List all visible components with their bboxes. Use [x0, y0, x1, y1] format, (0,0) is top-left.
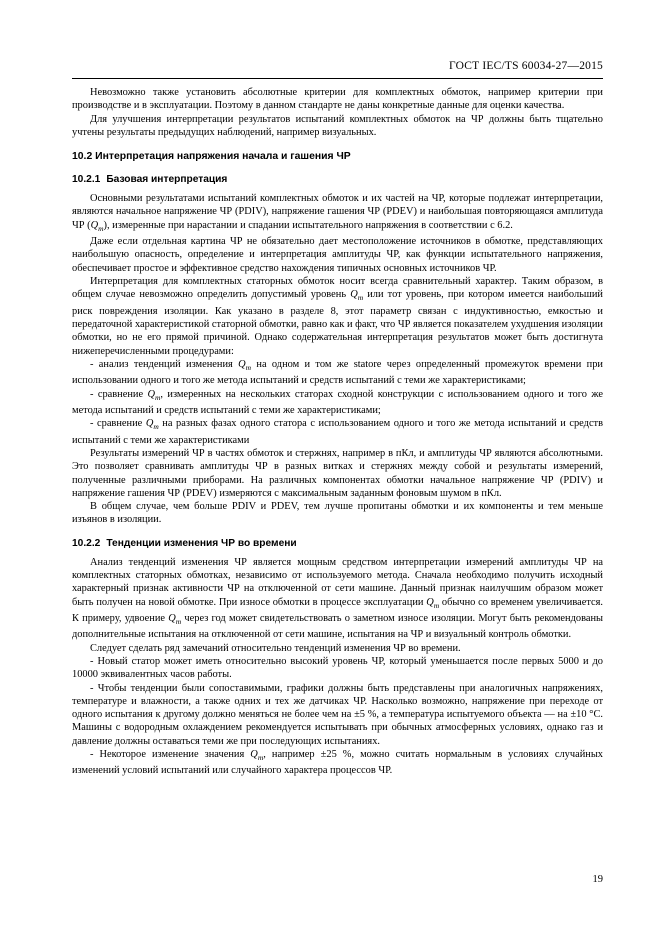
subclause-title: Тенденции изменения ЧР во времени: [106, 537, 297, 549]
page-header: ГОСТ IEC/TS 60034-27—2015: [449, 60, 603, 72]
text-run: - Некоторое изменение значения: [90, 749, 251, 761]
symbol-qm: [147, 389, 160, 400]
symbol-q: Q: [238, 358, 246, 370]
text-run: Основными результатами испытаний комплектных обмоток и их частей на ЧР, которые подлежат интерпретации, являются начальное напряжение ЧР (PDIV), напряжение гашения ЧР (PDEV) и наибольшая повторяющаяся амплитуда ЧР (: [72, 193, 603, 231]
text-run: , измеренных на нескольких статорах сходной конструкции с использованием одного и того же метода испытаний и средств испытаний с теми же характеристиками;: [72, 388, 603, 416]
symbol-q: Q: [145, 418, 154, 430]
subclause-heading-10-2-2: [72, 537, 603, 550]
header-divider: [72, 78, 603, 79]
symbol-qm: [426, 597, 439, 608]
symbol-qm: [168, 612, 182, 627]
paragraph-10-2-2-1: [72, 556, 603, 642]
symbol-q-subscript: m: [245, 362, 252, 372]
paragraph-intro-1: Невозможно также установить абсолютные критерии для комплектных обмоток, например критерии при производстве и в эксплуатации. Поэтому в данном стандарте не даны конкретные данные для оценки качества.: [72, 87, 603, 112]
paragraph-10-2-1-3: [72, 275, 603, 358]
text-run: через год может свидетельствовать о заметном износе изоляции. Могут быть рекомендованы дополнительные испытания на отключенной от сети машине, испытания на ЧР и визуальный контроль обмотки.: [72, 612, 603, 641]
paragraph-10-2-1-4: Результаты измерений ЧР в частях обмоток и стержнях, например в пКл, и амплитуды ЧР являются абсолютными. Это позволяет сравнивать амплитуды ЧР в разных витках и стержнях между собой и результаты измерений, полученные различными приборами. На различных компонентах обмотки начальное напряжение ЧР (PDIV) и напряжение гашения ЧР (PDEV) измеряются с максимальным заданным фоновым шумом в пКл.: [72, 447, 603, 499]
symbol-q-subscript: m: [153, 422, 159, 432]
symbol-q: Q: [168, 612, 176, 624]
symbol-q-subscript: m: [257, 753, 264, 763]
text-run: Анализ тенденций изменения ЧР является мощным средством интерпретации измерений амплитуды ЧР на комплектных статорных обмотках, независимо от используемого метода. Сначала необходимо получить исходный характерный признак активности ЧР на отключенной от сети машине. Данный признак наилучшим образом может быть получен на новой обмотке. При износе обмотки в процессе эксплуатации: [72, 556, 603, 608]
symbol-q-subscript: m: [433, 600, 440, 610]
text-run: обычно со временем увеличивается. К примеру, удвоение: [72, 596, 603, 624]
list-item-10-2-2-a: - Новый статор может иметь относительно высокий уровень ЧР, который уменьшается после первых 5000 и до 10000 эквивалентных часов работы.: [72, 655, 603, 681]
symbol-q: Q: [147, 388, 155, 400]
text-run: на разных фазах одного статора с использованием одного и того же метода испытаний и средств испытаний с теми же характеристиками: [72, 418, 604, 446]
list-item-10-2-1-a: [72, 358, 603, 388]
symbol-qm: [350, 289, 364, 303]
text-run: - сравнение: [90, 388, 148, 400]
subclause-number: 10.2.1: [72, 174, 101, 186]
paragraph-intro-2: Для улучшения интерпретации результатов испытаний комплектных обмоток на ЧР должны быть тщательно учтены результаты предыдущих наблюдений, например визуальных.: [72, 113, 603, 138]
list-item-10-2-2-b: - Чтобы тенденции были сопоставимыми, графики должны быть представлены при аналогичных напряжениях, температуре и влажности, а также одних и тех же датчиках ЧР. Насколько возможно, напряжение при переходе от одного испытания к другому должно меняться не более чем на ±5 %, а температура испытуемого объекта — на ±10 °С. Машины с водородным охлаждением рекомендуется испытывать при обычных атмосферных условиях, однако газ и давление должны оставаться теми же при последующих испытаниях.: [72, 682, 603, 747]
text-run: , например ±25 %, можно считать нормальным в условиях случайных изменений условий испытаний или случайного характера процессов ЧР.: [72, 749, 603, 777]
list-item-10-2-1-b: [72, 388, 603, 418]
subclause-title: Базовая интерпретация: [106, 174, 228, 186]
symbol-qm: [238, 359, 251, 370]
page-number: 19: [592, 874, 603, 885]
clause-heading-10-2: 10.2 Интерпретация напряжения начала и гашения ЧР: [72, 151, 351, 163]
text-run: на одном и том же statore через определенный промежуток времени при использовании одного и того же метода испытаний и средств испытаний с теми же характеристиками;: [72, 358, 603, 387]
text-run: Интерпретация для комплектных статорных обмоток носит всегда сравнительный характер. Таким образом, в общем случае невозможно определить допустимый уровень: [72, 276, 603, 301]
paragraph-10-2-1-1: [72, 192, 603, 235]
text-run: - сравнение: [90, 418, 146, 430]
paragraph-10-2-1-2: Даже если отдельная картина ЧР не обязательно дает местоположение источников в обмотке, представляющих наибольшую опасность, определение и интерпретация амплитуды ЧР, как функции испытательного напряжения, обеспечивает простое и эффективное средство нахождения типичных основных источников ЧР.: [72, 236, 603, 274]
text-run: - анализ тенденций изменения: [90, 358, 239, 370]
symbol-qm: [91, 220, 104, 231]
text-run: ), измеренные при нарастании и спадании испытательного напряжения в соответствии с 6.2.: [103, 219, 513, 231]
symbol-qm: [250, 749, 264, 763]
symbol-q-subscript: m: [175, 617, 182, 627]
list-item-10-2-1-c: [72, 417, 603, 447]
paragraph-10-2-2-2: Следует сделать ряд замечаний относительно тенденций изменения ЧР во времени.: [90, 642, 461, 654]
page-content: [72, 86, 603, 778]
symbol-q: Q: [90, 219, 99, 231]
symbol-q: Q: [250, 749, 258, 761]
list-item-10-2-2-c: [72, 748, 603, 778]
symbol-q-subscript: m: [357, 293, 364, 303]
symbol-q: Q: [426, 596, 434, 608]
paragraph-10-2-1-5: В общем случае, чем больше PDIV и PDEV, тем лучше пропитаны обмотки и их компоненты и тем меньше изъянов в изоляции.: [72, 501, 603, 526]
subclause-heading-10-2-1: [72, 173, 603, 186]
subclause-number: 10.2.2: [72, 537, 101, 549]
symbol-q-subscript: m: [98, 223, 104, 233]
symbol-q: Q: [350, 289, 358, 301]
symbol-q-subscript: m: [155, 392, 161, 402]
symbol-qm: [145, 418, 159, 432]
text-run: или тот уровень, при котором имеется наибольший риск повреждения изоляции. Как указано в разделе 8, этот параметр связан с индуктивностью, емкостью и передаточной характеристикой статорной обмотки, равно как и факт, что ЧР является показателем ухудшения изоляции обмотки, но не его прямой причиной. Однако содержательная интерпретация результатов может быть достигнута нижеперечисленными процедурами:: [72, 289, 603, 357]
